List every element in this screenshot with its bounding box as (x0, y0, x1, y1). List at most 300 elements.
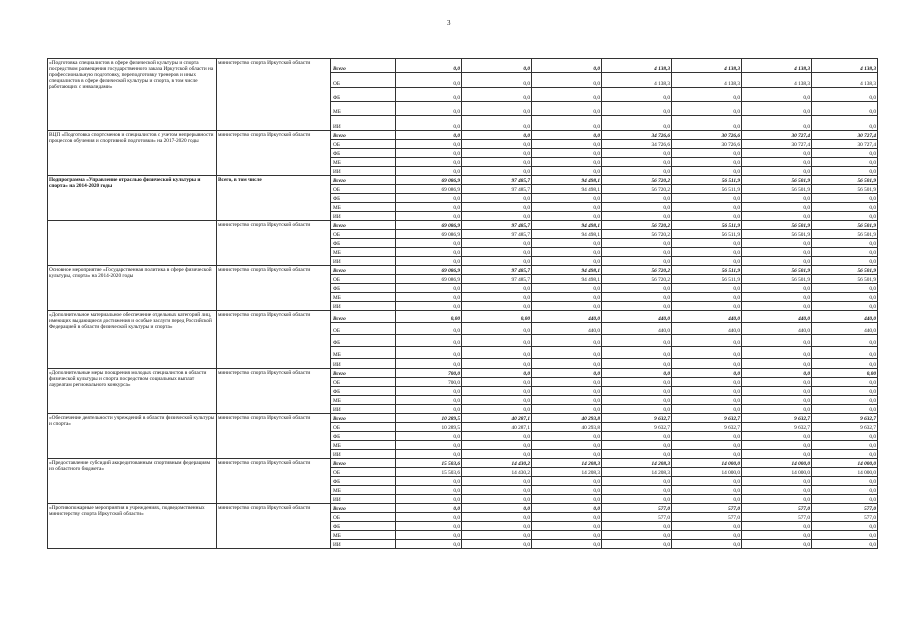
amount-cell: 440,0 (812, 323, 878, 335)
amount-cell: 0,0 (462, 194, 532, 203)
amount-cell: 0,0 (462, 387, 532, 396)
funding-source-cell: ИИ (331, 257, 396, 266)
amount-cell: 0,0 (396, 335, 462, 347)
amount-cell: 0,0 (672, 203, 742, 212)
funding-source-cell: ИИ (331, 450, 396, 459)
amount-cell: 0,0 (742, 441, 812, 450)
amount-cell: 69 086,9 (396, 230, 462, 239)
amount-cell: 0,0 (672, 432, 742, 441)
amount-cell: 700,0 (396, 378, 462, 387)
funding-source-cell: ФБ (331, 387, 396, 396)
amount-cell: 0,0 (462, 88, 532, 102)
amount-cell: 0,0 (672, 359, 742, 369)
amount-cell: 0,0 (396, 522, 462, 531)
amount-cell: 0,0 (396, 212, 462, 221)
amount-cell: 0,0 (812, 167, 878, 176)
amount-cell: 0,0 (462, 405, 532, 414)
funding-source-cell: Всего (331, 504, 396, 513)
amount-cell: 0,0 (602, 495, 672, 504)
amount-cell: 0,0 (462, 140, 532, 149)
amount-cell: 10 289,5 (396, 414, 462, 423)
amount-cell: 0,0 (602, 284, 672, 293)
funding-source-cell: ИИ (331, 405, 396, 414)
amount-cell: 56 501,9 (812, 185, 878, 194)
amount-cell: 0,0 (602, 369, 672, 378)
amount-cell: 0,0 (532, 387, 602, 396)
amount-cell: 56 501,9 (812, 275, 878, 284)
amount-cell: 40 293,8 (532, 423, 602, 432)
funding-source-cell: ФБ (331, 335, 396, 347)
funding-source-cell: ФБ (331, 239, 396, 248)
funding-source-cell: ФБ (331, 88, 396, 102)
amount-cell: 0,0 (532, 504, 602, 513)
amount-cell: 0,0 (742, 540, 812, 549)
amount-cell: 40 287,1 (462, 423, 532, 432)
amount-cell: 440,0 (742, 311, 812, 323)
amount-cell: 0,0 (742, 359, 812, 369)
funding-source-cell: ОБ (331, 140, 396, 149)
funding-source-cell: ФБ (331, 522, 396, 531)
amount-cell: 40 287,1 (462, 414, 532, 423)
amount-cell: 56 501,9 (812, 221, 878, 230)
amount-cell: 56 501,9 (812, 230, 878, 239)
amount-cell: 0,0 (812, 203, 878, 212)
amount-cell: 577,0 (602, 504, 672, 513)
amount-cell: 0,0 (602, 158, 672, 167)
amount-cell: 440,0 (672, 323, 742, 335)
amount-cell: 0,0 (602, 212, 672, 221)
amount-cell: 0,0 (532, 522, 602, 531)
amount-cell: 94 498,1 (532, 185, 602, 194)
amount-cell: 97 485,7 (462, 176, 532, 185)
amount-cell: 0,0 (396, 248, 462, 257)
amount-cell: 0,0 (672, 369, 742, 378)
amount-cell: 0,0 (812, 194, 878, 203)
amount-cell: 0,0 (812, 477, 878, 486)
amount-cell: 0,0 (602, 248, 672, 257)
amount-cell: 14 208,3 (532, 459, 602, 468)
funding-source-cell: ФБ (331, 149, 396, 158)
amount-cell: 0,0 (602, 116, 672, 131)
amount-cell: 0,0 (602, 149, 672, 158)
funding-source-cell: ОБ (331, 513, 396, 522)
funding-source-cell: ОБ (331, 230, 396, 239)
amount-cell: 9 632,7 (812, 423, 878, 432)
funding-source-cell: ОБ (331, 378, 396, 387)
amount-cell: 0,0 (396, 531, 462, 540)
funding-source-cell: ОБ (331, 423, 396, 432)
amount-cell: 0,0 (396, 158, 462, 167)
amount-cell: 30 726,6 (672, 131, 742, 140)
amount-cell: 0,0 (812, 335, 878, 347)
amount-cell: 0,0 (532, 212, 602, 221)
amount-cell: 0,0 (532, 405, 602, 414)
amount-cell: 0,0 (672, 149, 742, 158)
amount-cell: 0,0 (532, 450, 602, 459)
amount-cell: 30 727,4 (812, 140, 878, 149)
amount-cell: 14 000,0 (812, 459, 878, 468)
amount-cell: 0,0 (602, 203, 672, 212)
amount-cell: 4 138,3 (672, 59, 742, 73)
amount-cell: 0,0 (462, 203, 532, 212)
amount-cell: 0,0 (462, 347, 532, 359)
amount-cell: 30 727,4 (742, 140, 812, 149)
funding-source-cell: МБ (331, 486, 396, 495)
funding-source-cell: Всего (331, 459, 396, 468)
budget-table (47, 58, 878, 549)
responsible-executor-cell: министерство спорта Иркутской области (217, 221, 331, 266)
amount-cell: 0,0 (532, 486, 602, 495)
amount-cell: 0,0 (532, 59, 602, 73)
amount-cell: 56 511,9 (672, 221, 742, 230)
amount-cell: 94 498,1 (532, 230, 602, 239)
amount-cell: 14 000,0 (812, 468, 878, 477)
amount-cell: 0,0 (812, 405, 878, 414)
amount-cell: 0,0 (602, 359, 672, 369)
amount-cell: 0,0 (532, 140, 602, 149)
amount-cell: 0,0 (462, 486, 532, 495)
table-row (48, 176, 878, 185)
amount-cell: 577,0 (602, 513, 672, 522)
amount-cell: 440,0 (602, 311, 672, 323)
amount-cell: 0,0 (532, 88, 602, 102)
amount-cell: 0,0 (602, 486, 672, 495)
amount-cell: 0,0 (672, 486, 742, 495)
amount-cell: 0,0 (672, 347, 742, 359)
amount-cell: 0,0 (396, 73, 462, 88)
amount-cell: 0,0 (812, 378, 878, 387)
amount-cell: 0,0 (672, 102, 742, 116)
activity-name-cell: ВЦП «Подготовка спортсменов и специалистов с учетом непрерывности процессов обучения и спортивной подготовки» на 2017-2020 годы (48, 131, 217, 176)
table-row (48, 131, 878, 140)
amount-cell: 0,0 (462, 504, 532, 513)
amount-cell: 14 208,3 (532, 468, 602, 477)
page-number: 3 (447, 19, 451, 27)
amount-cell: 9 632,7 (672, 423, 742, 432)
amount-cell: 0,0 (532, 441, 602, 450)
amount-cell: 0,0 (532, 116, 602, 131)
amount-cell: 0,0 (462, 450, 532, 459)
amount-cell: 0,0 (812, 531, 878, 540)
amount-cell: 56 501,9 (742, 230, 812, 239)
amount-cell: 56 501,9 (742, 266, 812, 275)
amount-cell: 9 632,7 (602, 414, 672, 423)
amount-cell: 0,0 (462, 495, 532, 504)
amount-cell: 0,0 (742, 495, 812, 504)
amount-cell: 0,0 (532, 248, 602, 257)
responsible-executor-cell: министерство спорта Иркутской области (217, 59, 331, 131)
amount-cell: 4 138,3 (672, 73, 742, 88)
funding-source-cell: ИИ (331, 359, 396, 369)
amount-cell: 0,0 (396, 284, 462, 293)
amount-cell: 0,0 (462, 73, 532, 88)
amount-cell: 0,0 (742, 116, 812, 131)
amount-cell: 0,0 (602, 335, 672, 347)
amount-cell: 56 511,9 (672, 230, 742, 239)
amount-cell: 0,0 (532, 158, 602, 167)
amount-cell: 9 632,7 (672, 414, 742, 423)
amount-cell: 0,0 (812, 88, 878, 102)
amount-cell: 0,0 (672, 167, 742, 176)
amount-cell: 97 485,7 (462, 221, 532, 230)
amount-cell: 0,0 (742, 88, 812, 102)
amount-cell: 0,0 (812, 284, 878, 293)
activity-name-cell: Подпрограмма «Управление отраслью физической культуры и спорта» на 2014-2020 годы (48, 176, 217, 221)
amount-cell: 30 727,4 (812, 131, 878, 140)
amount-cell: 0,0 (672, 477, 742, 486)
amount-cell: 9 632,7 (742, 414, 812, 423)
amount-cell: 0,0 (602, 396, 672, 405)
amount-cell: 0,0 (812, 293, 878, 302)
amount-cell: 0,0 (602, 239, 672, 248)
amount-cell: 0,0 (396, 513, 462, 522)
funding-source-cell: Всего (331, 131, 396, 140)
amount-cell: 0,0 (462, 257, 532, 266)
amount-cell: 0,0 (396, 59, 462, 73)
funding-source-cell: ФБ (331, 432, 396, 441)
amount-cell: 0,0 (532, 131, 602, 140)
amount-cell: 0,0 (462, 239, 532, 248)
amount-cell: 69 086,9 (396, 221, 462, 230)
amount-cell: 56 720,2 (602, 275, 672, 284)
amount-cell: 0,0 (532, 149, 602, 158)
amount-cell: 0,0 (602, 257, 672, 266)
amount-cell: 97 485,7 (462, 266, 532, 275)
amount-cell: 0,0 (742, 347, 812, 359)
amount-cell: 0,0 (462, 323, 532, 335)
funding-source-cell: Всего (331, 59, 396, 73)
amount-cell: 14 208,3 (602, 468, 672, 477)
amount-cell: 0,0 (742, 522, 812, 531)
amount-cell: 0,0 (742, 477, 812, 486)
amount-cell: 0,0 (672, 378, 742, 387)
amount-cell: 4 138,3 (812, 59, 878, 73)
amount-cell: 69 086,9 (396, 176, 462, 185)
amount-cell: 0,0 (672, 212, 742, 221)
amount-cell: 30 727,4 (742, 131, 812, 140)
amount-cell: 0,0 (602, 531, 672, 540)
amount-cell: 0,0 (812, 158, 878, 167)
activity-name-cell: «Предоставление субсидий аккредитованным спортивным федерациям из областного бюджета» (48, 459, 217, 504)
amount-cell: 56 501,9 (812, 176, 878, 185)
amount-cell: 0,0 (532, 302, 602, 311)
amount-cell: 577,0 (742, 513, 812, 522)
amount-cell: 0,0 (742, 167, 812, 176)
amount-cell: 0,0 (602, 293, 672, 302)
amount-cell: 56 511,9 (672, 176, 742, 185)
amount-cell: 0,0 (672, 450, 742, 459)
amount-cell: 0,0 (602, 441, 672, 450)
amount-cell: 0,0 (742, 369, 812, 378)
amount-cell: 34 726,6 (602, 140, 672, 149)
amount-cell: 0,0 (532, 239, 602, 248)
amount-cell: 0,0 (742, 257, 812, 266)
amount-cell: 0,0 (602, 167, 672, 176)
amount-cell: 0,0 (742, 335, 812, 347)
amount-cell: 577,0 (672, 504, 742, 513)
funding-source-cell: МБ (331, 293, 396, 302)
amount-cell: 9 632,7 (812, 414, 878, 423)
amount-cell: 10 289,5 (396, 423, 462, 432)
amount-cell: 0,0 (462, 248, 532, 257)
amount-cell: 0,0 (532, 293, 602, 302)
amount-cell: 94 498,1 (532, 266, 602, 275)
responsible-executor-cell: министерство спорта Иркутской области (217, 131, 331, 176)
amount-cell: 0,0 (812, 149, 878, 158)
amount-cell: 0,0 (602, 102, 672, 116)
amount-cell: 577,0 (672, 513, 742, 522)
amount-cell: 56 511,9 (672, 275, 742, 284)
funding-source-cell: МБ (331, 396, 396, 405)
amount-cell: 0,0 (742, 284, 812, 293)
amount-cell: 440,0 (602, 323, 672, 335)
amount-cell: 0,0 (672, 495, 742, 504)
amount-cell: 0,00 (462, 311, 532, 323)
amount-cell: 14 000,0 (672, 468, 742, 477)
amount-cell: 0,0 (396, 387, 462, 396)
amount-cell: 56 720,2 (602, 221, 672, 230)
funding-source-cell: ОБ (331, 73, 396, 88)
amount-cell: 440,0 (532, 311, 602, 323)
responsible-executor-cell: министерство спорта Иркутской области (217, 266, 331, 311)
amount-cell: 14 000,0 (672, 459, 742, 468)
amount-cell: 0,0 (396, 323, 462, 335)
amount-cell: 0,0 (396, 167, 462, 176)
amount-cell: 0,0 (396, 131, 462, 140)
amount-cell: 0,0 (462, 212, 532, 221)
amount-cell: 0,0 (532, 359, 602, 369)
amount-cell: 0,0 (812, 441, 878, 450)
table-row (48, 504, 878, 513)
amount-cell: 0,0 (742, 239, 812, 248)
amount-cell: 0,0 (742, 531, 812, 540)
amount-cell: 0,0 (742, 102, 812, 116)
amount-cell: 0,0 (396, 116, 462, 131)
activity-name-cell: «Дополнительное материальное обеспечение отдельных категорий лиц, имеющих выдающиеся достижения и особые заслуги перед Российской Федерацией в области физической культуры и спорта» (48, 311, 217, 369)
funding-source-cell: ФБ (331, 284, 396, 293)
amount-cell: 34 726,6 (602, 131, 672, 140)
amount-cell: 0,0 (396, 88, 462, 102)
amount-cell: 0,0 (602, 378, 672, 387)
amount-cell: 0,00 (812, 369, 878, 378)
amount-cell: 0,0 (462, 59, 532, 73)
amount-cell: 0,0 (672, 441, 742, 450)
funding-source-cell: ОБ (331, 323, 396, 335)
amount-cell: 0,0 (672, 387, 742, 396)
amount-cell: 9 632,7 (602, 423, 672, 432)
funding-source-cell: ИИ (331, 540, 396, 549)
amount-cell: 0,0 (602, 522, 672, 531)
amount-cell: 0,0 (672, 540, 742, 549)
amount-cell: 0,0 (462, 522, 532, 531)
amount-cell: 15 503,6 (396, 459, 462, 468)
amount-cell: 56 501,9 (742, 275, 812, 284)
amount-cell: 0,0 (462, 477, 532, 486)
amount-cell: 0,0 (742, 486, 812, 495)
amount-cell: 0,0 (742, 378, 812, 387)
amount-cell: 0,0 (672, 116, 742, 131)
amount-cell: 0,0 (532, 432, 602, 441)
activity-name-cell: «Обеспечение деятельности учреждений в области физической культуры и спорта» (48, 414, 217, 459)
amount-cell: 0,0 (532, 194, 602, 203)
funding-source-cell: МБ (331, 531, 396, 540)
amount-cell: 0,0 (672, 194, 742, 203)
funding-source-cell: ИИ (331, 302, 396, 311)
amount-cell: 0,0 (812, 522, 878, 531)
amount-cell: 440,0 (532, 323, 602, 335)
amount-cell: 0,0 (532, 257, 602, 266)
amount-cell: 0,0 (462, 396, 532, 405)
amount-cell: 0,0 (462, 531, 532, 540)
amount-cell: 0,0 (812, 257, 878, 266)
table-row (48, 369, 878, 378)
amount-cell: 0,0 (742, 293, 812, 302)
amount-cell: 0,0 (672, 396, 742, 405)
amount-cell: 0,0 (462, 369, 532, 378)
funding-source-cell: МБ (331, 248, 396, 257)
funding-source-cell: Всего (331, 311, 396, 323)
amount-cell: 0,0 (602, 540, 672, 549)
amount-cell: 0,0 (812, 486, 878, 495)
amount-cell: 0,0 (462, 513, 532, 522)
amount-cell: 15 503,6 (396, 468, 462, 477)
funding-source-cell: ИИ (331, 167, 396, 176)
amount-cell: 0,0 (742, 194, 812, 203)
amount-cell: 0,0 (462, 293, 532, 302)
amount-cell: 0,0 (812, 212, 878, 221)
amount-cell: 0,0 (602, 387, 672, 396)
amount-cell: 0,0 (812, 302, 878, 311)
amount-cell: 0,0 (396, 257, 462, 266)
amount-cell: 0,0 (532, 378, 602, 387)
activity-name-cell (48, 221, 217, 266)
amount-cell: 0,0 (396, 432, 462, 441)
amount-cell: 0,0 (742, 158, 812, 167)
activity-name-cell: «Дополнительные меры поощрения молодых специалистов в области физической культуры и спорта посредством социальных выплат лауреатам регионального конкурса» (48, 369, 217, 414)
amount-cell: 56 501,9 (742, 221, 812, 230)
amount-cell: 0,0 (532, 284, 602, 293)
amount-cell: 0,0 (396, 203, 462, 212)
amount-cell: 577,0 (812, 513, 878, 522)
amount-cell: 56 501,9 (742, 185, 812, 194)
responsible-executor-cell: министерство спорта Иркутской области (217, 311, 331, 369)
amount-cell: 577,0 (742, 504, 812, 513)
amount-cell: 14 000,0 (742, 468, 812, 477)
amount-cell: 0,0 (742, 248, 812, 257)
funding-source-cell: Всего (331, 221, 396, 230)
amount-cell: 0,0 (812, 248, 878, 257)
amount-cell: 0,0 (396, 194, 462, 203)
amount-cell: 0,0 (672, 239, 742, 248)
amount-cell: 14 208,3 (602, 459, 672, 468)
amount-cell: 0,0 (396, 302, 462, 311)
amount-cell: 0,0 (672, 405, 742, 414)
amount-cell: 0,0 (602, 88, 672, 102)
amount-cell: 0,0 (462, 149, 532, 158)
amount-cell: 0,0 (742, 203, 812, 212)
amount-cell: 0,0 (396, 405, 462, 414)
table-row (48, 414, 878, 423)
amount-cell: 0,0 (532, 396, 602, 405)
amount-cell: 577,0 (812, 504, 878, 513)
amount-cell: 0,0 (602, 405, 672, 414)
amount-cell: 0,0 (462, 441, 532, 450)
responsible-executor-cell: министерство спорта Иркутской области (217, 459, 331, 504)
amount-cell: 56 720,2 (602, 266, 672, 275)
amount-cell: 0,0 (396, 441, 462, 450)
responsible-executor-cell: министерство спорта Иркутской области (217, 504, 331, 549)
table-row (48, 221, 878, 230)
